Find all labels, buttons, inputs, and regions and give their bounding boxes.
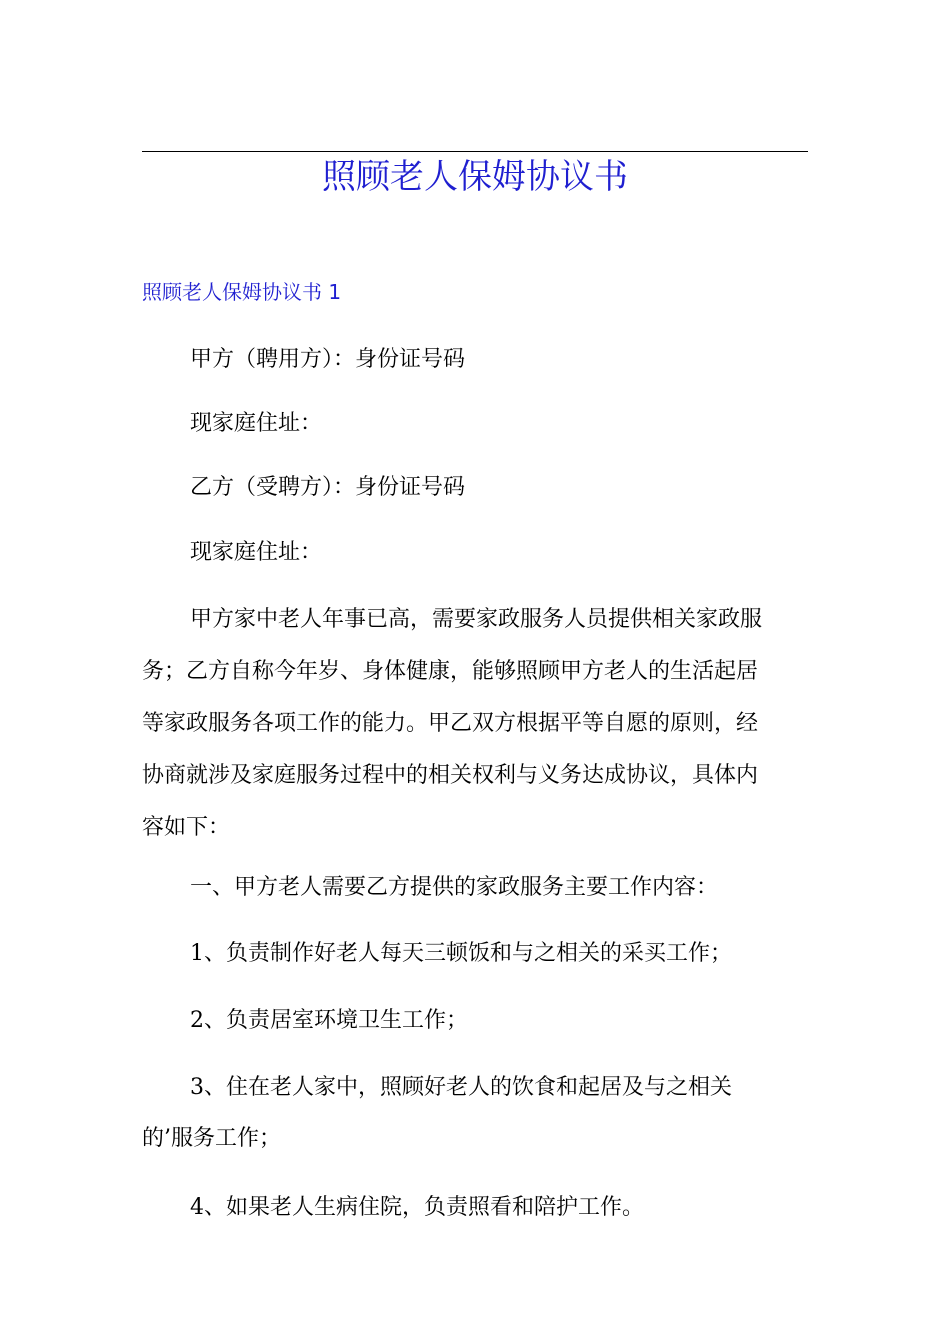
intro-line: 务；乙方自称今年岁、身体健康，能够照顾甲方老人的生活起居: [142, 659, 759, 684]
party-b-line: 乙方（受聘方）：身份证号码: [190, 475, 466, 500]
list-item-2: 2、负责居室环境卫生工作；: [190, 1008, 468, 1033]
party-b-address-line: 现家庭住址：: [190, 540, 323, 565]
list-item-1: 1、负责制作好老人每天三顿饭和与之相关的采买工作；: [190, 941, 732, 966]
party-a-line: 甲方（聘用方）：身份证号码: [190, 347, 466, 372]
intro-paragraph: [142, 602, 808, 862]
header-rule: [142, 151, 808, 152]
list-item-3: 3、住在老人家中，照顾好老人的饮食和起居及与之相关: [190, 1075, 732, 1100]
intro-line: 容如下：: [142, 815, 231, 840]
intro-line: 等家政服务各项工作的能力。甲乙双方根据平等自愿的原则，经: [142, 711, 759, 736]
clause-1-heading: 一、甲方老人需要乙方提供的家政服务主要工作内容：: [190, 875, 719, 900]
list-item-4: 4、如果老人生病住院，负责照看和陪护工作。: [190, 1195, 644, 1220]
party-a-address-line: 现家庭住址：: [190, 411, 323, 436]
section-heading: 照顾老人保姆协议书 1: [142, 280, 342, 304]
list-item-3-continuation: 的’服务工作；: [142, 1126, 281, 1151]
document-title: 照顾老人保姆协议书: [322, 157, 628, 197]
intro-line: 协商就涉及家庭服务过程中的相关权利与义务达成协议，具体内: [142, 763, 759, 788]
intro-line: 甲方家中老人年事已高，需要家政服务人员提供相关家政服: [190, 607, 763, 632]
